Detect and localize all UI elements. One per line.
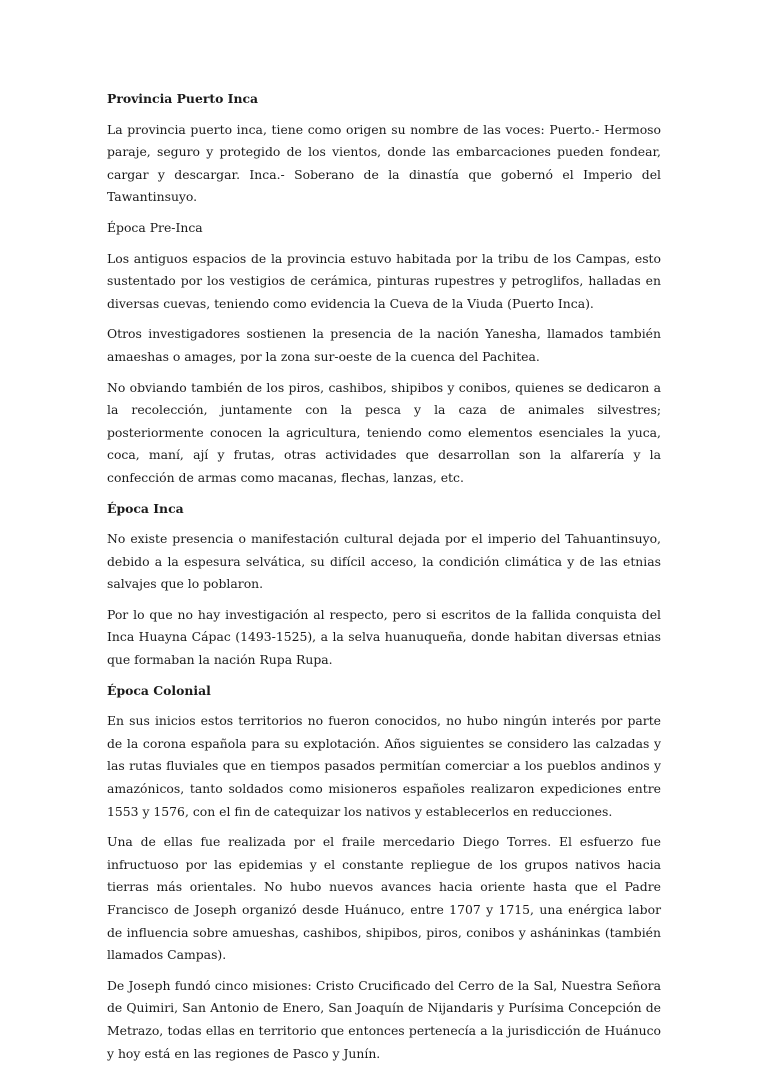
- document-page: [107, 88, 661, 1073]
- section-heading-colonial: Época Colonial: [107, 682, 211, 698]
- paragraph: No obviando también de los piros, cashibos, shipibos y conibos, quienes se dedicaron a la recolección, juntamente con la pesca y la caza de animales silvestres; posteriormente conocen la agricultura, teniendo como elementos esenciales la yuca, coca, maní, ají y frutas, otras actividades que desarrollan son la alfarería y la confección de armas como macanas, flechas, lanzas, etc.: [107, 379, 661, 485]
- paragraph: De Joseph fundó cinco misiones: Cristo Crucificado del Cerro de la Sal, Nuestra Señora de Quimiri, San Antonio de Enero, San Joaquín de Nijandaris y Purísima Concepción de Metrazo, todas ellas en territorio que entonces pertenecía a la jurisdicción de Huánuco y hoy está en las regiones de Pasco y Junín.: [107, 977, 661, 1061]
- paragraph: Una de ellas fue realizada por el fraile mercedario Diego Torres. El esfuerzo fue infructuoso por las epidemias y el constante repliegue de los grupos nativos hacia tierras más orientales. No hubo nuevos avances hacia oriente hasta que el Padre Francisco de Joseph organizó desde Huánuco, entre 1707 y 1715, una enérgica labor de influencia sobre amueshas, cashibos, shipibos, piros, conibos y asháninkas (también llamados Campas).: [107, 834, 661, 963]
- paragraph: Otros investigadores sostienen la presencia de la nación Yanesha, llamados también amaeshas o amages, por la zona sur-oeste de la cuenca del Pachitea.: [107, 326, 661, 364]
- paragraph: Los antiguos espacios de la provincia estuvo habitada por la tribu de los Campas, esto sustentado por los vestigios de cerámica, pinturas rupestres y petroglifos, halladas en diversas cuevas, teniendo como evidencia la Cueva de la Viuda (Puerto Inca).: [107, 250, 661, 311]
- section-heading-pre-inca: Época Pre-Inca: [107, 219, 203, 235]
- paragraph: En sus inicios estos territorios no fueron conocidos, no hubo ningún interés por parte de la corona española para su explotación. Años siguientes se considero las calzadas y las rutas fluviales que en tiempos pasados permitían comerciar a los pueblos andinos y amazónicos, tanto soldados como misioneros españoles realizaron expediciones entre 1553 y 1576, con el fin de catequizar los nativos y establecerlos en reducciones.: [107, 713, 661, 819]
- intro-paragraph: La provincia puerto inca, tiene como origen su nombre de las voces: Puerto.- Hermoso paraje, seguro y protegido de los vientos, donde las embarcaciones pueden fondear, cargar y descargar. Inca.- Soberano de la dinastía que gobernó el Imperio del Tawantinsuyo.: [107, 121, 661, 205]
- paragraph: Por lo que no hay investigación al respecto, pero si escritos de la fallida conquista del Inca Huayna Cápac (1493-1525), a la selva huanuqueña, donde habitan diversas etnias que formaban la nación Rupa Rupa.: [107, 606, 661, 668]
- paragraph: No existe presencia o manifestación cultural dejada por el imperio del Tahuantinsuyo, debido a la espesura selvática, su difícil acceso, la condición climática y de las etnias salvajes que lo poblaron.: [107, 531, 661, 592]
- section-heading-inca: Época Inca: [107, 500, 184, 516]
- document-title: Provincia Puerto Inca: [107, 91, 259, 106]
